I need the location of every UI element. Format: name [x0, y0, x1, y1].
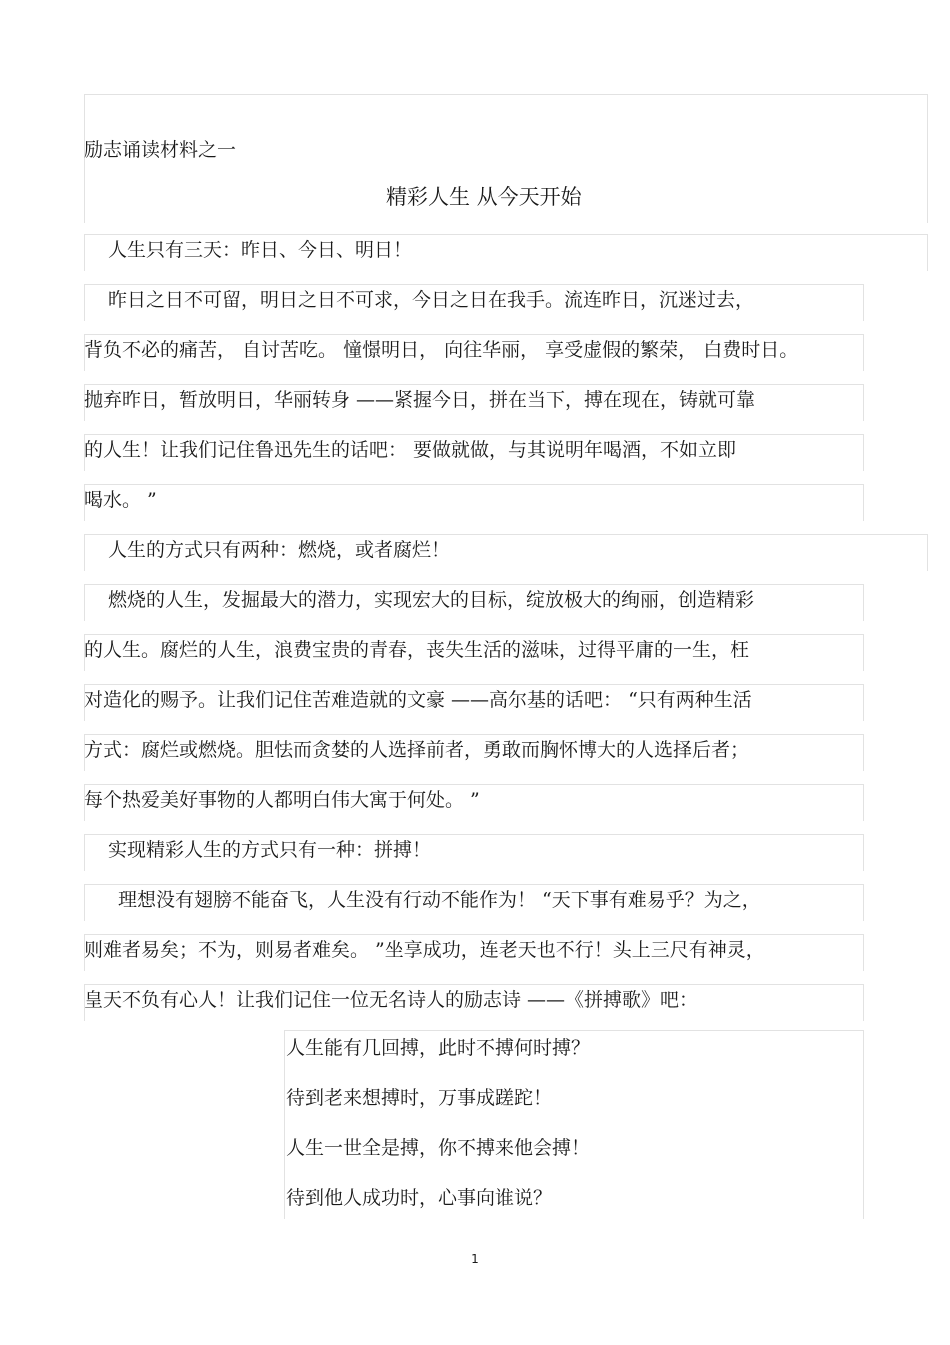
poem-line: 人生能有几回搏，此时不搏何时搏？ [286, 1037, 591, 1059]
section1-heading: 人生只有三天：昨日、今日、明日！ [108, 239, 413, 261]
section3-heading: 实现精彩人生的方式只有一种：拼搏！ [108, 839, 432, 861]
header-label: 励志诵读材料之一 [84, 139, 237, 161]
paragraph-line: 昨日之日不可留，明日之日不可求，今日之日在我手。流连昨日，沉迷过去， [108, 289, 755, 311]
paragraph-line: 的人生！让我们记住鲁迅先生的话吧： 要做就做，与其说明年喝酒，不如立即 [84, 439, 737, 461]
poem-line: 待到老来想搏时，万事成蹉跎！ [286, 1087, 553, 1109]
paragraph-line: 方式：腐烂或燃烧。胆怯而贪婪的人选择前者，勇敢而胸怀博大的人选择后者； [84, 739, 750, 761]
line-frame [84, 484, 864, 521]
paragraph-line: 的人生。腐烂的人生，浪费宝贵的青春，丧失生活的滋味，过得平庸的一生，枉 [84, 639, 750, 661]
section2-heading: 人生的方式只有两种：燃烧，或者腐烂！ [108, 539, 451, 561]
paragraph-line: 抛弃昨日，暂放明日，华丽转身 ——紧握今日，拼在当下，搏在现在，铸就可靠 [84, 389, 756, 411]
paragraph-line: 理想没有翅膀不能奋飞，人生没有行动不能作为！ “天下事有难易乎？为之， [118, 889, 761, 911]
page-title: 精彩人生 从今天开始 [386, 185, 582, 209]
poem-line: 人生一世全是搏，你不搏来他会搏！ [286, 1137, 591, 1159]
paragraph-line: 则难者易矣；不为，则易者难矣。 ”坐享成功，连老天也不行！头上三尺有神灵， [84, 939, 765, 961]
paragraph-line: 每个热爱美好事物的人都明白伟大寓于何处。 ” [84, 789, 480, 811]
page-number: 1 [471, 1252, 479, 1266]
paragraph-line: 喝水。 ” [84, 489, 157, 511]
paragraph-line: 燃烧的人生，发掘最大的潜力，实现宏大的目标，绽放极大的绚丽，创造精彩 [108, 589, 755, 611]
paragraph-line: 皇天不负有心人！让我们记住一位无名诗人的励志诗 ——《拼搏歌》吧： [84, 989, 699, 1011]
poem-line: 待到他人成功时，心事向谁说？ [286, 1187, 553, 1209]
paragraph-line: 背负不必的痛苦， 自讨苦吃。 憧憬明日， 向往华丽， 享受虚假的繁荣， 白费时日。 [84, 339, 799, 361]
paragraph-line: 对造化的赐予。让我们记住苦难造就的文豪 ——高尔基的话吧： “只有两种生活 [84, 689, 752, 711]
